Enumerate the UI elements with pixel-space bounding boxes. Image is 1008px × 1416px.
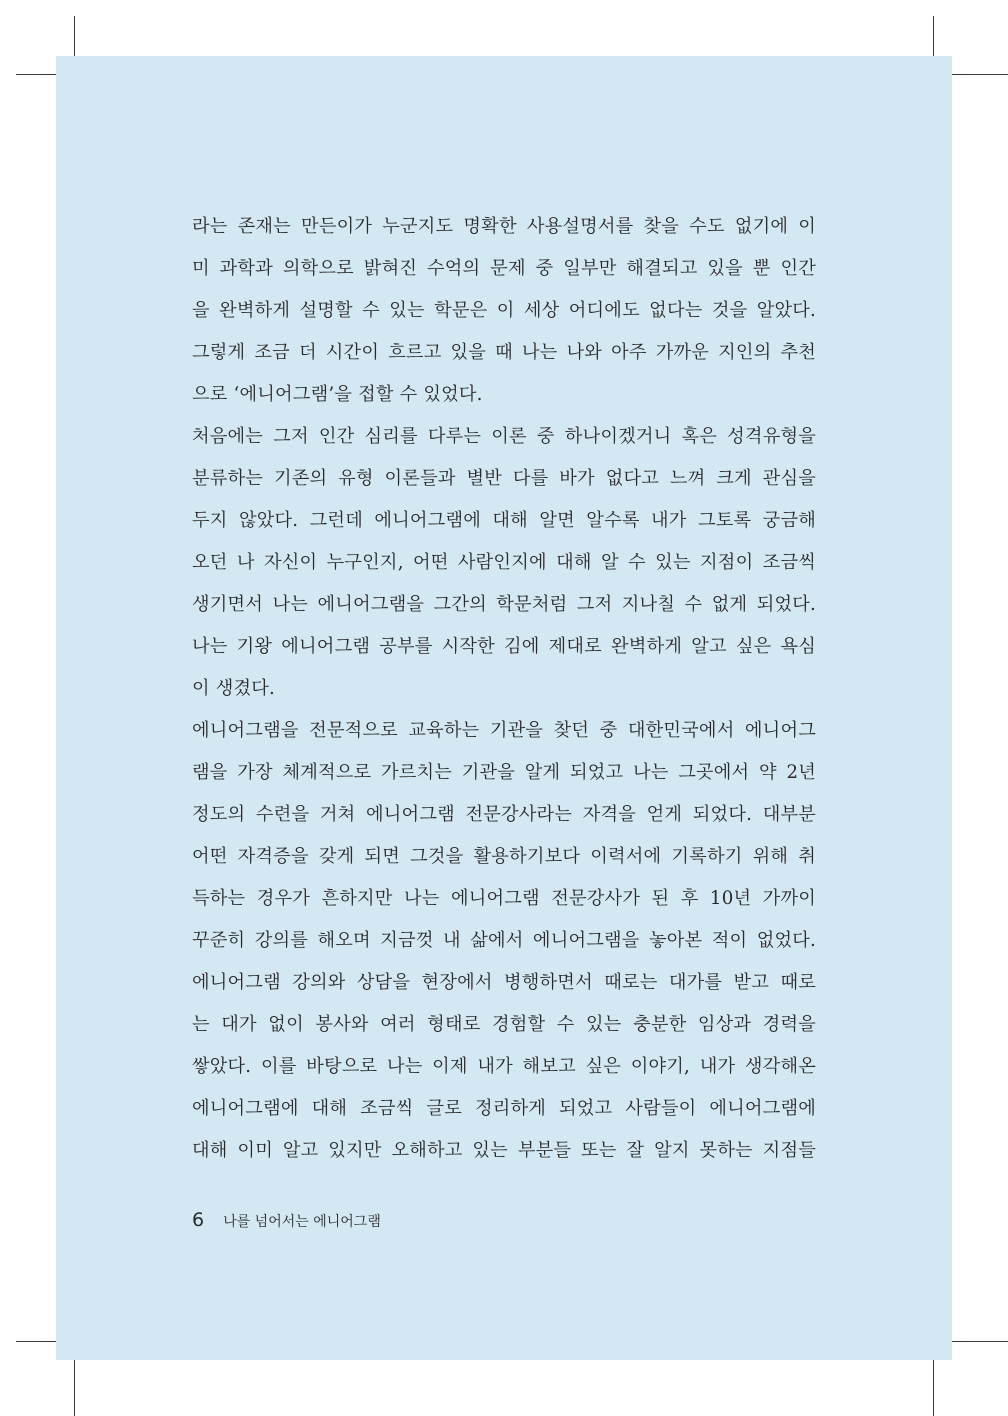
text-line: 에니어그램을 전문적으로 교육하는 기관을 찾던 중 대한민국에서 에니어그 bbox=[192, 720, 816, 741]
text-line: 두지 않았다. 그런데 에니어그램에 대해 알면 알수록 내가 그토록 궁금해 bbox=[192, 510, 816, 531]
page-footer bbox=[192, 1206, 381, 1234]
crop-mark-top-right-horizontal bbox=[952, 74, 1008, 75]
text-line: 어떤 자격증을 갖게 되면 그것을 활용하기보다 이력서에 기록하기 위해 취 bbox=[192, 846, 816, 867]
text-line: 이 생겼다. bbox=[192, 678, 276, 699]
text-line: 분류하는 기존의 유형 이론들과 별반 다를 바가 없다고 느껴 크게 관심을 bbox=[192, 468, 816, 489]
text-line: 으로 ‘에니어그램’을 접할 수 있었다. bbox=[192, 384, 483, 405]
text-line: 에니어그램에 대해 조금씩 글로 정리하게 되었고 사람들이 에니어그램에 bbox=[192, 1098, 816, 1119]
text-line: 쌓았다. 이를 바탕으로 나는 이제 내가 해보고 싶은 이야기, 내가 생각해온 bbox=[192, 1056, 816, 1077]
crop-mark-bottom-right-vertical bbox=[933, 1360, 934, 1416]
running-title: 나를 넘어서는 에니어그램 bbox=[223, 1214, 381, 1230]
text-line: 정도의 수련을 거쳐 에니어그램 전문강사라는 자격을 얻게 되었다. 대부분 bbox=[192, 804, 816, 825]
text-line: 미 과학과 의학으로 밝혀진 수억의 문제 중 일부만 해결되고 있을 뿐 인간 bbox=[192, 258, 816, 279]
text-line: 나는 기왕 에니어그램 공부를 시작한 김에 제대로 완벽하게 알고 싶은 욕심 bbox=[192, 636, 816, 657]
text-line: 는 대가 없이 봉사와 여러 형태로 경험할 수 있는 충분한 임상과 경력을 bbox=[192, 1014, 816, 1035]
crop-mark-bottom-right-horizontal bbox=[952, 1341, 1008, 1342]
text-line: 에니어그램 강의와 상담을 현장에서 병행하면서 때로는 대가를 받고 때로 bbox=[192, 972, 816, 993]
body-text bbox=[192, 206, 816, 1172]
text-line: 생기면서 나는 에니어그램을 그간의 학문처럼 그저 지나칠 수 없게 되었다. bbox=[192, 594, 816, 615]
text-line: 대해 이미 알고 있지만 오해하고 있는 부분들 또는 잘 알지 못하는 지점들 bbox=[192, 1140, 816, 1161]
text-line: 을 완벽하게 설명할 수 있는 학문은 이 세상 어디에도 없다는 것을 알았다. bbox=[192, 300, 816, 321]
crop-mark-bottom-left-vertical bbox=[74, 1360, 75, 1416]
text-line: 꾸준히 강의를 해오며 지금껏 내 삶에서 에니어그램을 놓아본 적이 없었다. bbox=[192, 930, 816, 951]
text-line: 득하는 경우가 흔하지만 나는 에니어그램 전문강사가 된 후 10년 가까이 bbox=[192, 888, 816, 909]
text-line: 오던 나 자신이 누구인지, 어떤 사람인지에 대해 알 수 있는 지점이 조금씩 bbox=[192, 552, 816, 573]
text-line: 처음에는 그저 인간 심리를 다루는 이론 중 하나이겠거니 혹은 성격유형을 bbox=[192, 426, 816, 447]
text-line: 램을 가장 체계적으로 가르치는 기관을 알게 되었고 나는 그곳에서 약 2년 bbox=[192, 762, 816, 783]
text-line: 그렇게 조금 더 시간이 흐르고 있을 때 나는 나와 아주 가까운 지인의 추천 bbox=[192, 342, 816, 363]
page-number: 6 bbox=[192, 1209, 205, 1231]
text-line: 라는 존재는 만든이가 누군지도 명확한 사용설명서를 찾을 수도 없기에 이 bbox=[192, 216, 816, 237]
